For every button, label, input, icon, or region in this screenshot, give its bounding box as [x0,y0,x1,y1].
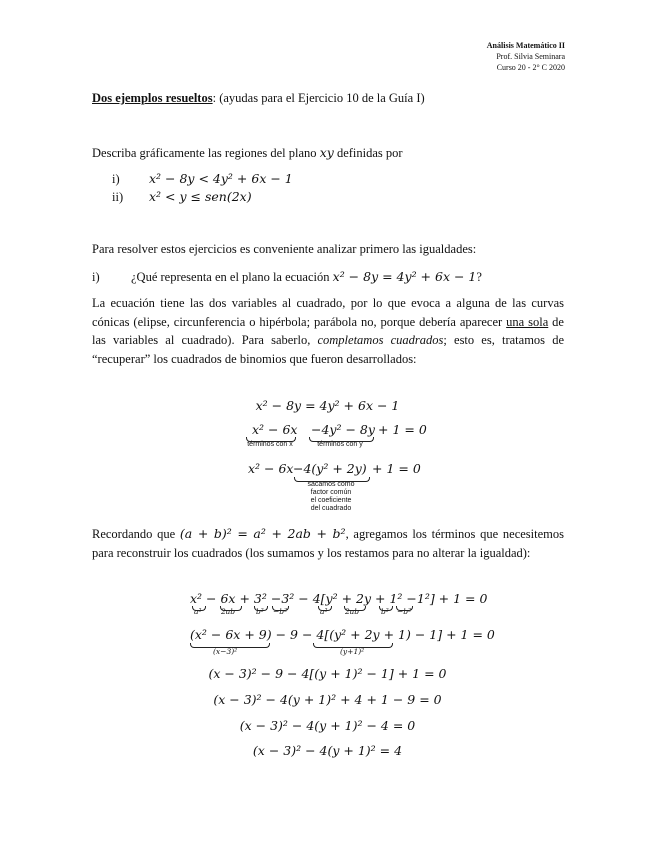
label-b2-y: b² [381,607,389,616]
task-item-expr-2: x² < y ≤ sen(2x) [149,189,252,204]
note-line-1: sacamos como [307,481,355,488]
label-minus-b2-x: −b² [273,607,288,616]
block2-eq4: (x − 3)² − 4(y + 1)² + 4 + 1 − 9 = 0 [213,692,442,707]
recall-text-a: Recordando que [92,527,180,541]
para-text-a: La ecuación tiene las dos variables al cuadrado, por lo que evoca a alguna de las curvas cónicas (elipse, circunferencia o hipérbola; parábola no, porque debería aparecer [92,296,564,329]
prompt-variable: xy [319,145,334,160]
task-item-label-2: ii) [112,190,124,204]
brace-a2-x [192,606,206,611]
note-y-terms: términos con y [317,441,363,448]
question-mark: ? [476,270,482,284]
label-a2-y: a² [320,607,328,616]
section-subtitle: : (ayudas para el Ejercicio 10 de la Guía I) [212,91,425,105]
task-item-expr-1: x² − 8y < 4y² + 6x − 1 [149,171,293,186]
para-text-c: ; esto es, tratamos de “recuperar” los cuadrados de binomios que fueron desarrollados: [92,333,564,366]
label-a2-x: a² [194,607,202,616]
block1-eq3-end: + 1 = 0 [372,461,421,476]
brace-b2-y [379,606,393,611]
label-x-square: (x−3)² [213,647,238,656]
question-text: ¿Qué representa en el plano la ecuación [131,270,333,284]
label-b2-x: b² [256,607,264,616]
course-term: Curso 20 - 2° C 2020 [496,63,565,72]
page-header [487,40,565,73]
block2-eq6: (x − 3)² − 4(y + 1)² = 4 [252,743,403,758]
brace-2ab-y [344,606,366,611]
note-line-2: factor común [310,489,352,496]
method-text: Para resolver estos ejercicios es conveniente analizar primero las igualdades: [92,242,477,256]
note-common-factor [293,481,369,513]
brace-b2-x [254,606,268,611]
para-underlined: una sola [506,314,549,329]
block1-eq3-a: x² − 6x [248,461,294,476]
block1-eq1: x² − 8y = 4y² + 6x − 1 [255,398,400,413]
label-minus-b2-y: −b² [397,607,412,616]
part-i-question [131,269,482,285]
task-prompt [92,145,403,161]
prompt-text-a: Describa gráficamente las regiones del plano [92,146,320,160]
recall-text-b: , agregamos los términos que necesitemos para reconstruir los cuadrados (los sumamos y los restamos para no alterar la igualdad): [92,527,564,560]
para-italic: completamos cuadrados [317,333,444,347]
para-text-b: de las variables al cuadrado). Para saberlo, [92,314,564,347]
explanation-paragraph [92,294,564,368]
label-2ab-y: 2ab [345,607,360,616]
course-name: Análisis Matemático II [486,41,565,50]
brace-minus-b2-y [396,606,413,611]
block2-eq2: (x² − 6x + 9) − 9 − 4[(y² + 2y + 1) − 1] + 1 = 0 [190,627,495,642]
professor-name: Prof. Silvia Seminara [496,52,565,61]
block1-eq2-y: −4y² − 8y [311,422,375,437]
label-2ab-x: 2ab [221,607,236,616]
note-line-3: el coeficiente [310,497,352,504]
question-expr: x² − 8y = 4y² + 6x − 1 [332,269,477,284]
recall-paragraph [92,525,564,562]
prompt-text-b: definidas por [333,146,403,160]
label-y-square: (y+1)² [340,647,365,656]
intro-line [92,90,425,106]
block2-eq5: (x − 3)² − 4(y + 1)² − 4 = 0 [239,718,416,733]
note-line-4: del cuadrado [310,505,352,512]
note-x-terms: términos con x [247,441,293,448]
part-i-label: i) [92,270,100,284]
block1-eq2-x: x² − 6x [252,422,298,437]
brace-minus-b2-x [272,606,289,611]
brace-a2-y [318,606,332,611]
block1-eq2-end: + 1 = 0 [378,422,427,437]
section-title: Dos ejemplos resueltos [92,91,213,105]
binomial-identity: (a + b)² = a² + 2ab + b² [179,526,346,541]
block1-eq3-b: −4(y² + 2y) [293,461,367,476]
brace-2ab-x [220,606,242,611]
block2-eq1: x² − 6x + 3² −3² − 4[y² + 2y + 1² −1²] + 1 = 0 [190,591,488,606]
block2-eq3: (x − 3)² − 9 − 4[(y + 1)² − 1] + 1 = 0 [208,666,447,681]
task-item-label-1: i) [112,172,120,186]
